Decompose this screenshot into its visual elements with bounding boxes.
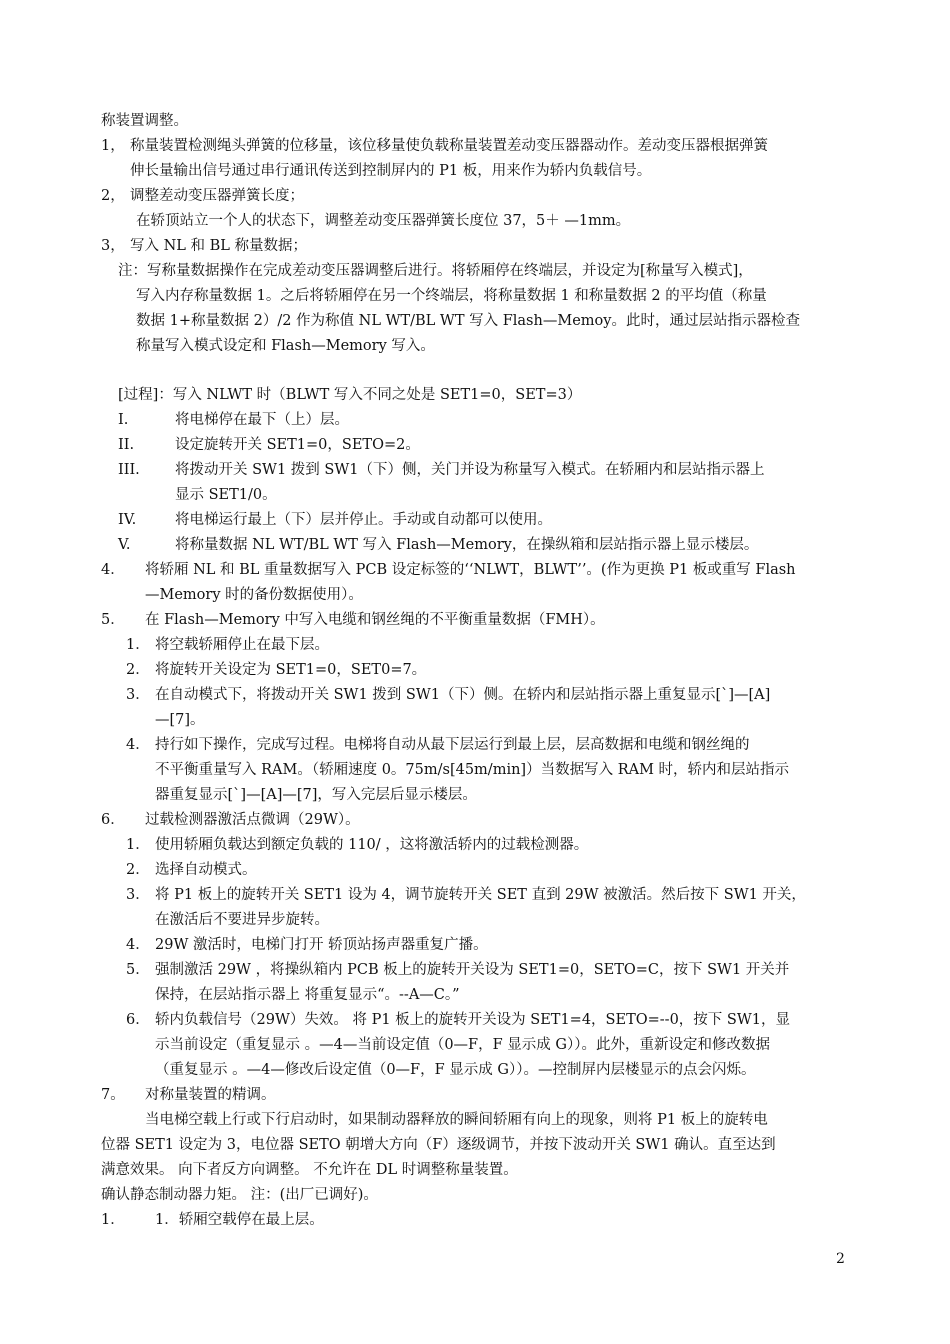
list-marker: 6． [126,1012,150,1028]
text-line: 1．轿厢空载停在最上层。 [155,1212,324,1228]
text-line: 将称量数据 NL WT/BL WT 写入 Flash—Memory，在操纵箱和层站指示器上显示楼层。 [175,537,759,553]
list-marker: 1． [101,1212,125,1228]
list-marker: 1． [126,637,150,653]
paragraph-line: 位器 SET1 设定为 3，电位器 SETO 朝增大方向（F）逐级调节，并按下波动开关 SW1 确认。直至达到 [101,1137,776,1153]
text-line: 显示 SET1/0。 [175,487,277,503]
list-marker: I. [118,412,129,428]
text-line: 称装置调整。 [101,113,188,129]
text-line: 将旋转开关设定为 SET1=0，SET0=7。 [155,662,427,678]
page-number: 2 [836,1251,845,1267]
text-line: 过载检测器激活点微调（29W）。 [145,812,360,828]
text-line: 示当前设定（重复显示 。—4—当前设定值（0—F，F 显示成 G））。此外，重新设定和修改数据 [155,1037,770,1053]
text-line: 写入内存称量数据 1。之后将轿厢停在另一个终端层，将称量数据 1 和称量数据 2 的平均值（称量 [136,288,767,304]
text-line: 器重复显示[ˋ]—[A]—[7]，写入完层后显示楼层。 [155,787,477,803]
list-marker: IV. [118,512,137,528]
list-marker: 3． [126,687,150,703]
list-marker: 7。 [101,1087,125,1103]
text-line: 不平衡重量写入 RAM。（轿厢速度 0。75m/s[45m/min]）当数据写入 RAM 时，轿内和层站指示 [155,762,790,778]
text-line: 将电梯停在最下（上）层。 [175,412,349,428]
text-line: 选择自动模式。 [155,862,257,878]
list-marker: 2． [126,862,150,878]
text-line: 29W 激活时，电梯门打开 轿顶站扬声器重复广播。 [155,937,488,953]
procedure-heading: [过程]：写入 NLWT 时（BLWT 写入不同之处是 SET1=0，SET=3） [118,387,582,403]
list-marker: 4． [126,737,150,753]
text-line: 持行如下操作，完成写过程。电梯将自动从最下层运行到最上层，层高数据和电缆和钢丝绳的 [155,737,750,753]
text-line: 对称量装置的精调。 [145,1087,276,1103]
text-line: 伸长量输出信号通过串行通讯传送到控制屏内的 P1 板，用来作为轿内负载信号。 [130,163,652,179]
list-marker: 1． [126,837,150,853]
list-marker: 2， [101,188,125,204]
text-line: 将空载轿厢停止在最下层。 [155,637,329,653]
text-line: 轿内负载信号（29W）失效。 将 P1 板上的旋转开关设为 SET1=4，SETO=--0，按下 SW1，显 [155,1012,790,1028]
list-marker: 5． [101,612,125,628]
list-marker: 2． [126,662,150,678]
text-line: 在 Flash—Memory 中写入电缆和钢丝绳的不平衡重量数据（FMH）。 [145,612,605,628]
list-marker: 6． [101,812,125,828]
paragraph-line: 当电梯空载上行或下行启动时，如果制动器释放的瞬间轿厢有向上的现象，则将 P1 板上的旋转电 [145,1112,768,1128]
text-line: 保持，在层站指示器上 将重复显示“。--A—C。” [155,987,460,1003]
text-line: 在轿顶站立一个人的状态下，调整差动变压器弹簧长度位 37，5＋ —1mm。 [136,213,631,229]
text-line: 在激活后不要进异步旋转。 [155,912,329,928]
text-line: 强制激活 29W ，将操纵箱内 PCB 板上的旋转开关设为 SET1=0，SETO=C，按下 SW1 开关并 [155,962,790,978]
paragraph-line: 满意效果。 向下者反方向调整。 不允许在 DL 时调整称量装置。 [101,1162,518,1178]
text-line: 使用轿厢负载达到额定负载的 110/ ，这将激活轿内的过载检测器。 [155,837,589,853]
text-line: 写入 NL 和 BL 称量数据； [130,238,308,254]
text-line: —Memory 时的备份数据使用）。 [145,587,363,603]
text-line: —[7]。 [155,712,205,728]
list-marker: 4． [101,562,125,578]
text-line: 调整差动变压器弹簧长度； [130,188,304,204]
text-line: 称量装置检测绳头弹簧的位移量，该位移量使负载称量装置差动变压器器动作。差动变压器根据弹簧 [130,138,768,154]
text-line: 数据 1+称量数据 2）/2 作为称值 NL WT/BL WT 写入 Flash—Memoy。此时，通过层站指示器检查 [136,313,800,329]
text-line: 将拨动开关 SW1 拨到 SW1（下）侧，关门并设为称量写入模式。在轿厢内和层站指示器上 [175,462,765,478]
list-marker: 1， [101,138,125,154]
text-line: 称量写入模式设定和 Flash—Memory 写入。 [136,338,435,354]
list-marker: 3， [101,238,125,254]
text-line: 在自动模式下，将拨动开关 SW1 拨到 SW1（下）侧。在轿内和层站指示器上重复显示[ˋ]—[A] [155,687,771,703]
list-marker: 5． [126,962,150,978]
text-line: 设定旋转开关 SET1=0，SETO=2。 [175,437,420,453]
text-line: 将电梯运行最上（下）层并停止。手动或自动都可以使用。 [175,512,552,528]
section-heading: 确认静态制动器力矩。 注：(出厂已调好)。 [101,1187,378,1203]
text-line: 将轿厢 NL 和 BL 重量数据写入 PCB 设定标签的‘‘NLWT，BLWT’’。(作为更换 P1 板或重写 Flash [145,562,796,578]
list-marker: V. [118,537,131,553]
list-marker: III. [118,462,140,478]
list-marker: 3． [126,887,150,903]
note-line: 注：写称量数据操作在完成差动变压器调整后进行。将轿厢停在终端层，并设定为[称量写入模式]， [118,263,753,279]
list-marker: II. [118,437,135,453]
text-line: 将 P1 板上的旋转开关 SET1 设为 4，调节旋转开关 SET 直到 29W 被激活。然后按下 SW1 开关， [155,887,806,903]
list-marker: 4． [126,937,150,953]
text-line: （重复显示 。—4—修改后设定值（0—F，F 显示成 G））。—控制屏内层楼显示的点会闪烁。 [155,1062,756,1078]
